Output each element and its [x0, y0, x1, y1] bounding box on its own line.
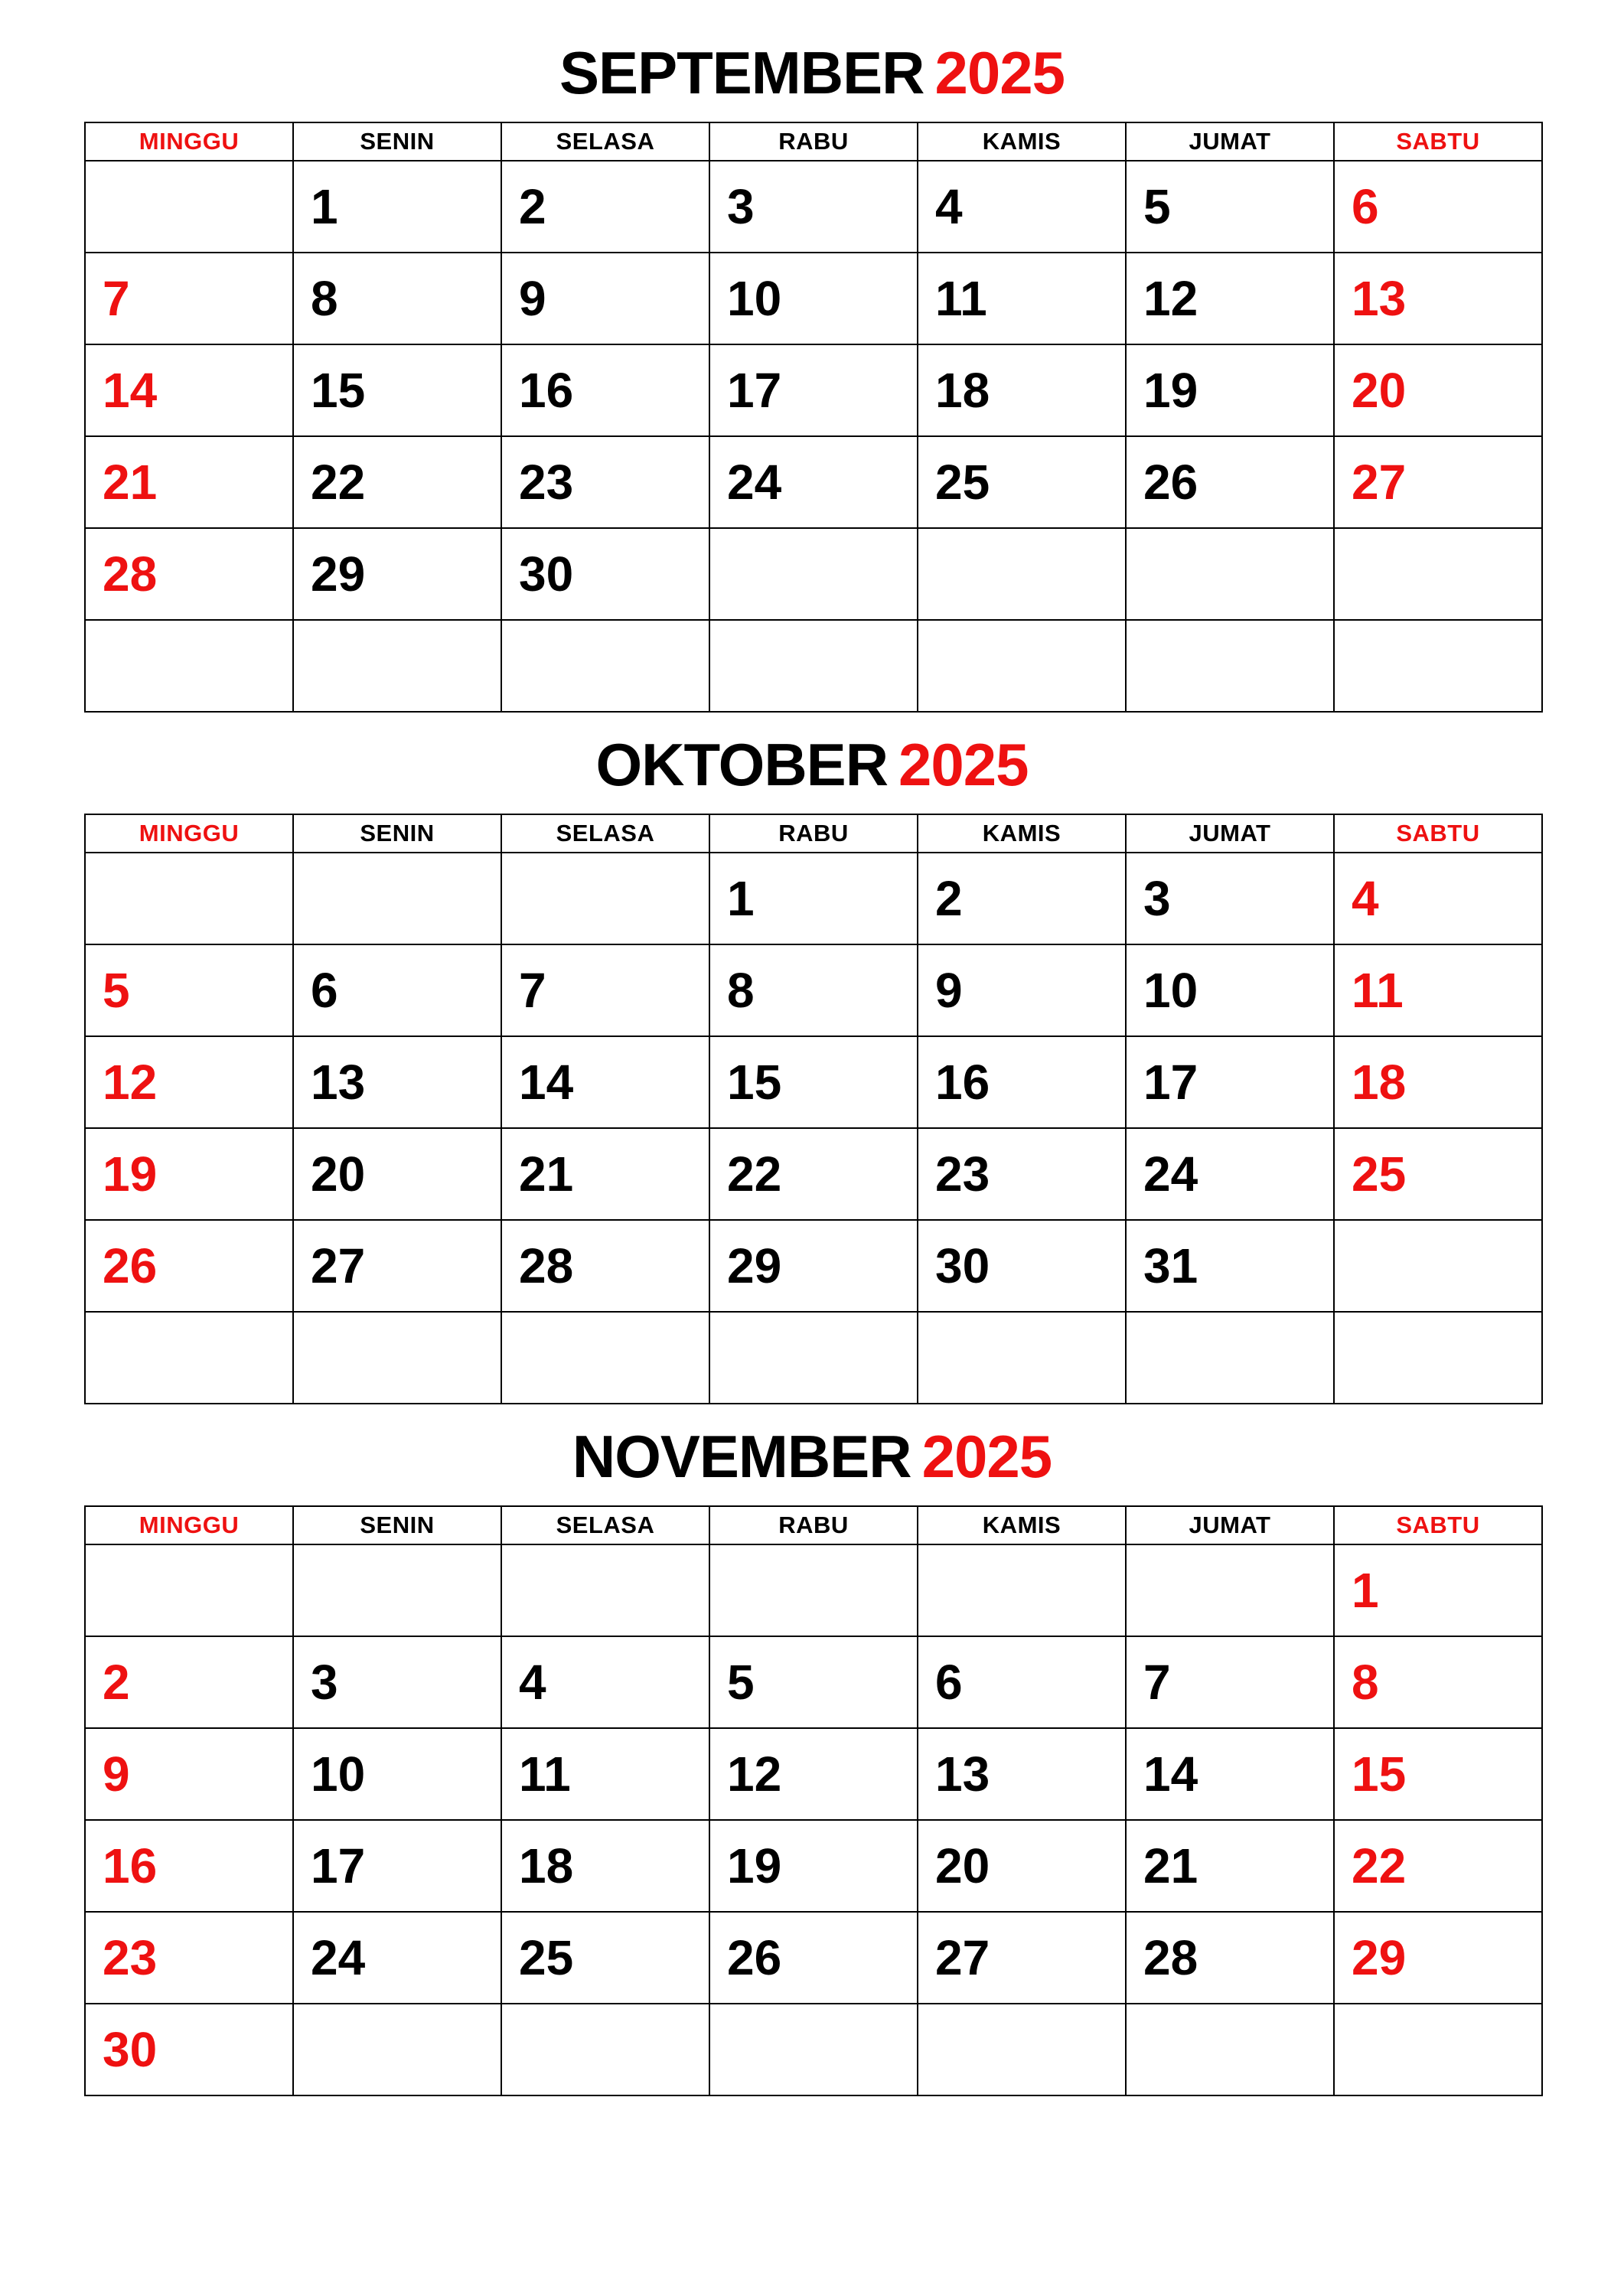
day-cell — [1334, 1312, 1542, 1404]
day-cell — [709, 528, 918, 620]
day-cell — [918, 2004, 1126, 2095]
day-cell: 10 — [293, 1728, 501, 1820]
weekday-header-rabu: RABU — [709, 1506, 918, 1544]
day-cell: 30 — [501, 528, 709, 620]
day-cell: 11 — [1334, 944, 1542, 1036]
weekday-header-minggu: MINGGU — [85, 814, 293, 853]
weekday-header-row — [85, 814, 1542, 853]
day-cell: 16 — [918, 1036, 1126, 1128]
month-year-oktober: 2025 — [898, 730, 1029, 798]
week-row — [85, 2004, 1542, 2095]
month-block-oktober — [84, 730, 1540, 1404]
weekday-header-kamis: KAMIS — [918, 122, 1126, 161]
weekday-header-minggu: MINGGU — [85, 122, 293, 161]
day-cell — [85, 1544, 293, 1636]
weekday-header-sabtu: SABTU — [1334, 814, 1542, 853]
day-cell: 5 — [709, 1636, 918, 1728]
day-cell: 23 — [85, 1912, 293, 2004]
week-row — [85, 253, 1542, 344]
weekday-header-selasa: SELASA — [501, 1506, 709, 1544]
day-cell: 5 — [85, 944, 293, 1036]
week-row — [85, 344, 1542, 436]
day-cell: 12 — [85, 1036, 293, 1128]
week-row — [85, 1036, 1542, 1128]
weekday-header-senin: SENIN — [293, 814, 501, 853]
month-name-september: SEPTEMBER — [559, 39, 925, 106]
day-cell — [85, 1312, 293, 1404]
day-cell: 20 — [918, 1820, 1126, 1912]
day-cell: 25 — [1334, 1128, 1542, 1220]
day-cell: 27 — [293, 1220, 501, 1312]
day-cell — [918, 1544, 1126, 1636]
day-cell — [709, 620, 918, 712]
day-cell: 28 — [85, 528, 293, 620]
week-row — [85, 1728, 1542, 1820]
day-cell: 17 — [1126, 1036, 1334, 1128]
weekday-header-jumat: JUMAT — [1126, 814, 1334, 853]
day-cell: 23 — [501, 436, 709, 528]
day-cell: 28 — [1126, 1912, 1334, 2004]
day-cell: 8 — [293, 253, 501, 344]
day-cell: 24 — [293, 1912, 501, 2004]
day-cell: 1 — [1334, 1544, 1542, 1636]
day-cell — [501, 620, 709, 712]
day-cell: 15 — [709, 1036, 918, 1128]
day-cell: 10 — [1126, 944, 1334, 1036]
day-cell — [501, 1312, 709, 1404]
day-cell: 20 — [293, 1128, 501, 1220]
day-cell: 4 — [501, 1636, 709, 1728]
day-cell — [293, 1312, 501, 1404]
day-cell: 4 — [1334, 853, 1542, 944]
day-cell — [501, 2004, 709, 2095]
day-cell — [501, 1544, 709, 1636]
month-year-september: 2025 — [934, 39, 1065, 106]
day-cell — [293, 2004, 501, 2095]
day-cell: 1 — [293, 161, 501, 253]
day-cell: 29 — [293, 528, 501, 620]
day-cell: 5 — [1126, 161, 1334, 253]
day-cell: 4 — [918, 161, 1126, 253]
day-cell: 2 — [918, 853, 1126, 944]
day-cell: 19 — [709, 1820, 918, 1912]
day-cell: 6 — [1334, 161, 1542, 253]
day-cell: 26 — [85, 1220, 293, 1312]
day-cell: 9 — [85, 1728, 293, 1820]
weekday-header-row — [85, 122, 1542, 161]
week-row — [85, 944, 1542, 1036]
day-cell — [1126, 2004, 1334, 2095]
day-cell: 25 — [501, 1912, 709, 2004]
day-cell: 18 — [1334, 1036, 1542, 1128]
day-cell: 9 — [918, 944, 1126, 1036]
day-cell: 26 — [709, 1912, 918, 2004]
week-row — [85, 528, 1542, 620]
day-cell: 15 — [1334, 1728, 1542, 1820]
day-cell: 1 — [709, 853, 918, 944]
month-title-november — [84, 1422, 1540, 1490]
day-cell: 12 — [709, 1728, 918, 1820]
day-cell: 14 — [1126, 1728, 1334, 1820]
day-cell: 30 — [918, 1220, 1126, 1312]
week-row — [85, 161, 1542, 253]
day-cell: 25 — [918, 436, 1126, 528]
day-cell: 31 — [1126, 1220, 1334, 1312]
day-cell: 15 — [293, 344, 501, 436]
month-title-september — [84, 39, 1540, 106]
day-cell: 19 — [85, 1128, 293, 1220]
day-cell — [918, 528, 1126, 620]
weekday-header-senin: SENIN — [293, 122, 501, 161]
day-cell: 12 — [1126, 253, 1334, 344]
day-cell — [1126, 620, 1334, 712]
day-cell: 7 — [501, 944, 709, 1036]
weekday-header-selasa: SELASA — [501, 814, 709, 853]
day-cell: 20 — [1334, 344, 1542, 436]
day-cell — [709, 2004, 918, 2095]
day-cell — [501, 853, 709, 944]
day-cell — [1334, 2004, 1542, 2095]
day-cell: 2 — [85, 1636, 293, 1728]
day-cell — [85, 620, 293, 712]
calendar-table-oktober — [84, 814, 1543, 1404]
day-cell: 2 — [501, 161, 709, 253]
weekday-header-sabtu: SABTU — [1334, 1506, 1542, 1544]
day-cell: 17 — [293, 1820, 501, 1912]
day-cell: 13 — [293, 1036, 501, 1128]
day-cell — [709, 1544, 918, 1636]
day-cell — [85, 161, 293, 253]
month-title-oktober — [84, 730, 1540, 798]
month-block-november — [84, 1422, 1540, 2096]
calendar-table-november — [84, 1505, 1543, 2096]
day-cell — [293, 1544, 501, 1636]
week-row — [85, 1544, 1542, 1636]
week-row — [85, 1912, 1542, 2004]
week-row — [85, 1820, 1542, 1912]
weekday-header-kamis: KAMIS — [918, 1506, 1126, 1544]
weekday-header-jumat: JUMAT — [1126, 1506, 1334, 1544]
day-cell: 21 — [1126, 1820, 1334, 1912]
week-row — [85, 436, 1542, 528]
day-cell — [1334, 528, 1542, 620]
weekday-header-row — [85, 1506, 1542, 1544]
day-cell: 28 — [501, 1220, 709, 1312]
week-row — [85, 620, 1542, 712]
week-row — [85, 1312, 1542, 1404]
week-row — [85, 1128, 1542, 1220]
day-cell: 13 — [1334, 253, 1542, 344]
day-cell: 11 — [501, 1728, 709, 1820]
day-cell: 8 — [1334, 1636, 1542, 1728]
day-cell: 22 — [1334, 1820, 1542, 1912]
day-cell: 18 — [501, 1820, 709, 1912]
week-row — [85, 1220, 1542, 1312]
day-cell: 14 — [501, 1036, 709, 1128]
weekday-header-rabu: RABU — [709, 122, 918, 161]
week-row — [85, 1636, 1542, 1728]
day-cell: 16 — [501, 344, 709, 436]
day-cell: 9 — [501, 253, 709, 344]
day-cell: 3 — [709, 161, 918, 253]
day-cell: 8 — [709, 944, 918, 1036]
day-cell: 14 — [85, 344, 293, 436]
day-cell — [293, 620, 501, 712]
day-cell: 16 — [85, 1820, 293, 1912]
day-cell: 6 — [918, 1636, 1126, 1728]
day-cell — [1334, 620, 1542, 712]
day-cell: 10 — [709, 253, 918, 344]
day-cell: 29 — [709, 1220, 918, 1312]
weekday-header-sabtu: SABTU — [1334, 122, 1542, 161]
day-cell — [918, 620, 1126, 712]
day-cell: 7 — [1126, 1636, 1334, 1728]
day-cell: 27 — [1334, 436, 1542, 528]
month-year-november: 2025 — [921, 1422, 1052, 1490]
day-cell — [1126, 1312, 1334, 1404]
day-cell — [1334, 1220, 1542, 1312]
day-cell: 21 — [501, 1128, 709, 1220]
day-cell — [1126, 528, 1334, 620]
day-cell: 29 — [1334, 1912, 1542, 2004]
weekday-header-jumat: JUMAT — [1126, 122, 1334, 161]
weekday-header-minggu: MINGGU — [85, 1506, 293, 1544]
day-cell: 30 — [85, 2004, 293, 2095]
weekday-header-rabu: RABU — [709, 814, 918, 853]
day-cell: 13 — [918, 1728, 1126, 1820]
day-cell: 22 — [709, 1128, 918, 1220]
day-cell: 26 — [1126, 436, 1334, 528]
day-cell: 23 — [918, 1128, 1126, 1220]
day-cell: 22 — [293, 436, 501, 528]
day-cell: 24 — [1126, 1128, 1334, 1220]
day-cell — [85, 853, 293, 944]
day-cell: 3 — [1126, 853, 1334, 944]
day-cell: 18 — [918, 344, 1126, 436]
day-cell — [709, 1312, 918, 1404]
day-cell: 27 — [918, 1912, 1126, 2004]
day-cell: 7 — [85, 253, 293, 344]
month-name-november: NOVEMBER — [572, 1422, 911, 1490]
day-cell: 21 — [85, 436, 293, 528]
day-cell: 11 — [918, 253, 1126, 344]
week-row — [85, 853, 1542, 944]
day-cell: 6 — [293, 944, 501, 1036]
day-cell: 3 — [293, 1636, 501, 1728]
weekday-header-senin: SENIN — [293, 1506, 501, 1544]
weekday-header-selasa: SELASA — [501, 122, 709, 161]
day-cell: 24 — [709, 436, 918, 528]
calendar-table-september — [84, 122, 1543, 713]
month-block-september — [84, 39, 1540, 713]
month-name-oktober: OKTOBER — [595, 730, 889, 798]
weekday-header-kamis: KAMIS — [918, 814, 1126, 853]
day-cell — [1126, 1544, 1334, 1636]
day-cell — [918, 1312, 1126, 1404]
day-cell: 19 — [1126, 344, 1334, 436]
day-cell — [293, 853, 501, 944]
day-cell: 17 — [709, 344, 918, 436]
